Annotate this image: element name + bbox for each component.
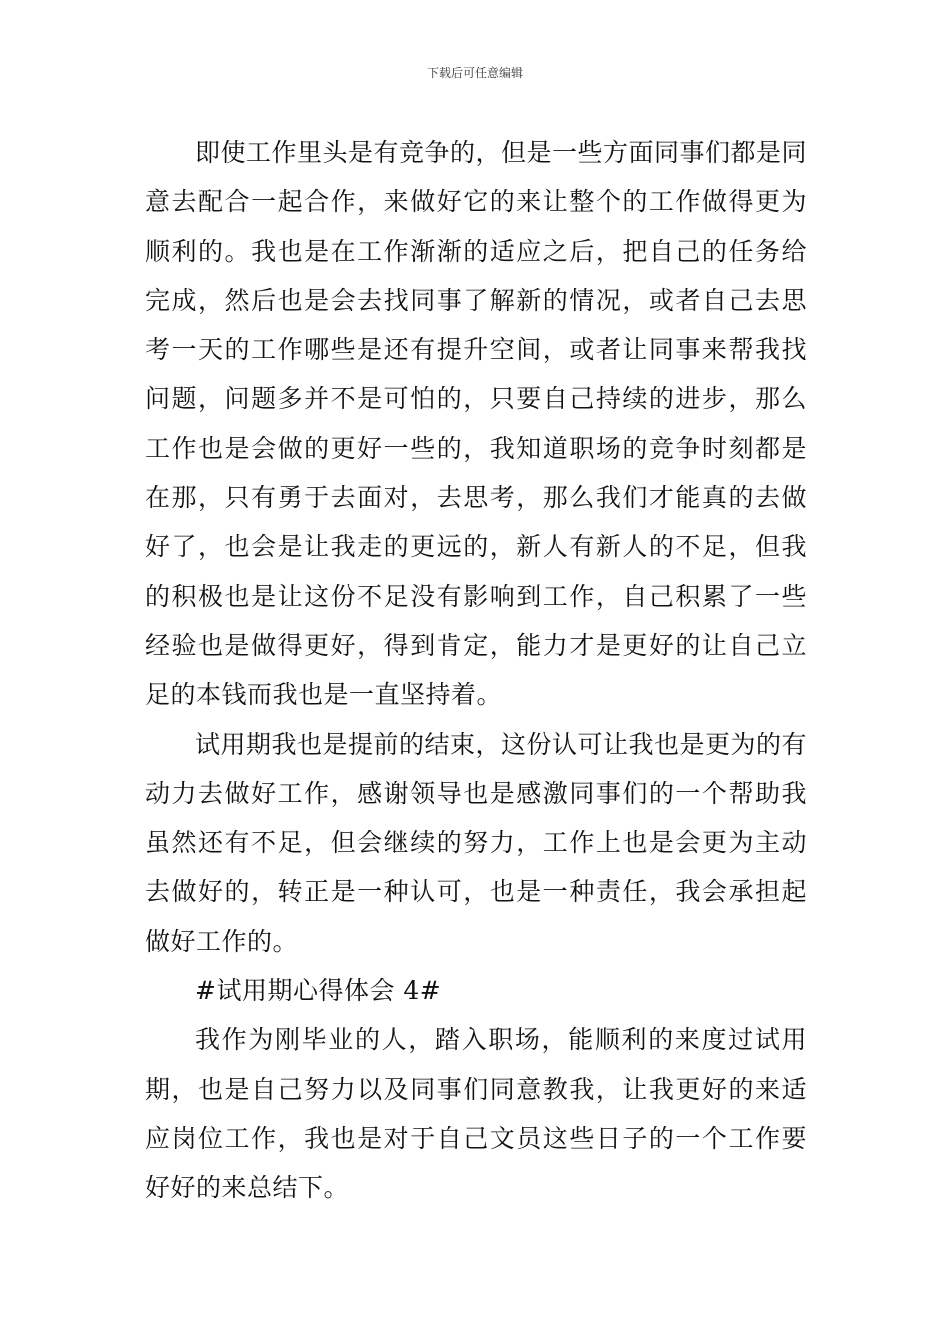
paragraph-3: 我作为刚毕业的人，踏入职场，能顺利的来度过试用期，也是自己努力以及同事们同意教我，让我更好的来适应岗位工作，我也是对于自己文员这些日子的一个工作要好好的来总结下。	[145, 1025, 807, 1203]
page-header: 下载后可任意编辑	[426, 66, 523, 80]
document-body	[145, 128, 807, 1213]
paragraph-2: 试用期我也是提前的结束，这份认可让我也是更为的有动力去做好工作，感谢领导也是感激同事们的一个帮助我虽然还有不足，但会继续的努力，工作上也是会更为主动去做好的，转正是一种认可，也是一种责任，我会承担起做好工作的。	[145, 729, 808, 956]
section-heading: #试用期心得体会 4#	[195, 976, 442, 1006]
paragraph-1: 即使工作里头是有竞争的，但是一些方面同事们都是同意去配合一起合作，来做好它的来让整个的工作做得更为顺利的。我也是在工作渐渐的适应之后，把自己的任务给完成，然后也是会去找同事了解新的情况，或者自己去思考一天的工作哪些是还有提升空间，或者让同事来帮我找问题，问题多并不是可怕的，只要自己持续的进步，那么工作也是会做的更好一些的，我知道职场的竞争时刻都是在那，只有勇于去面对，去思考，那么我们才能真的去做好了，也会是让我走的更远的，新人有新人的不足，但我的积极也是让这份不足没有影响到工作，自己积累了一些经验也是做得更好，得到肯定，能力才是更好的让自己立足的本钱而我也是一直坚持着。	[145, 138, 808, 710]
